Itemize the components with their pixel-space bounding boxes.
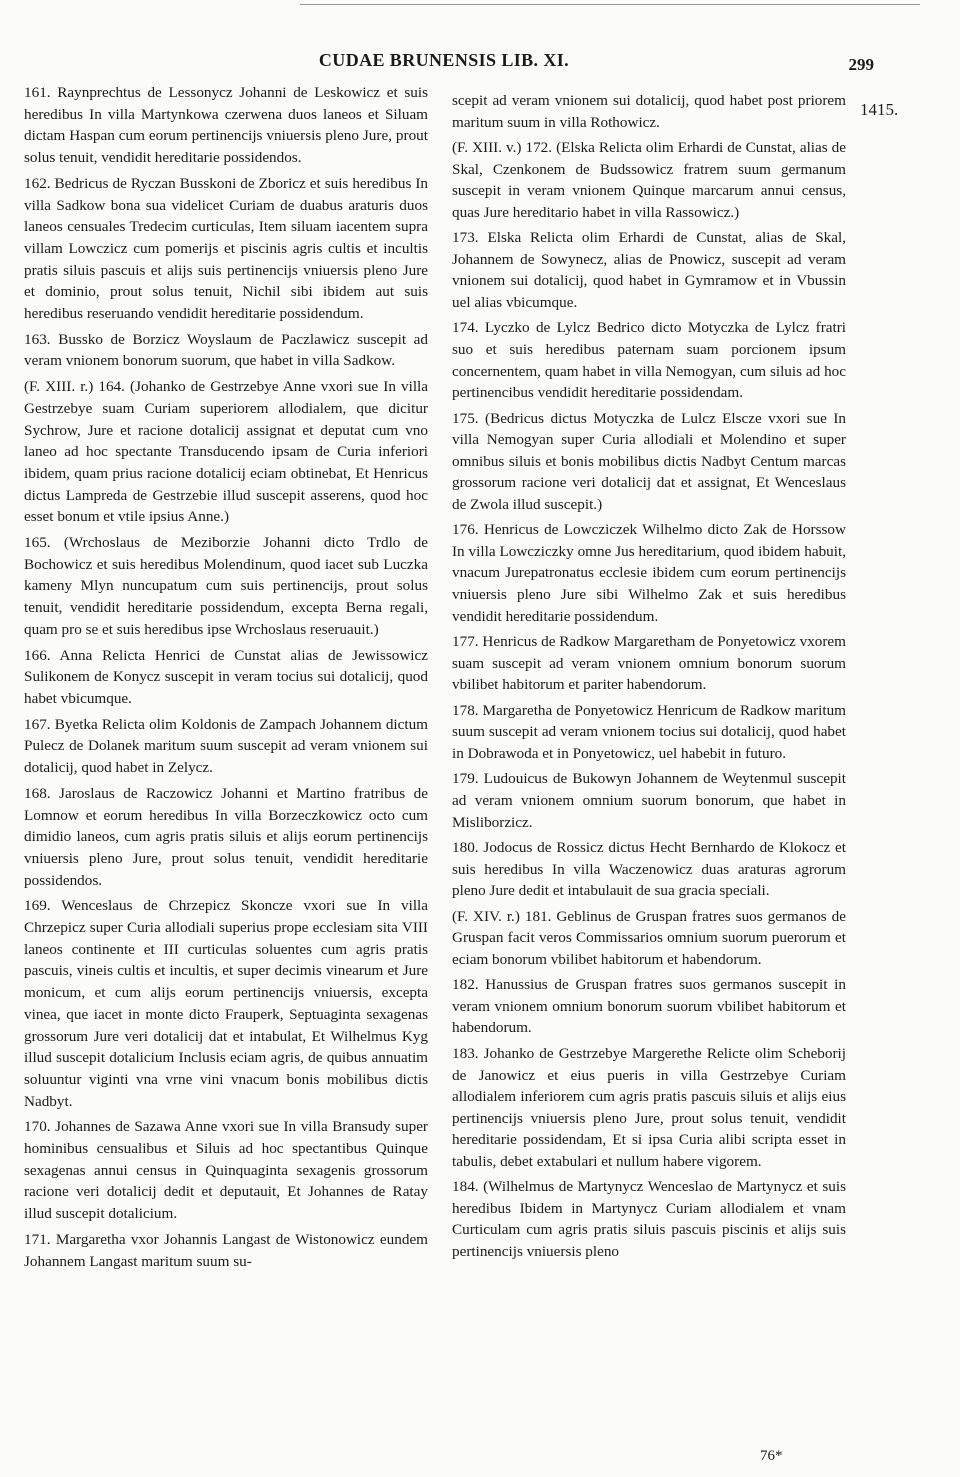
page-header xyxy=(26,50,874,74)
entry-169: 169. Wenceslaus de Chrzepicz Skoncze vxori sue In villa Chrzepicz super Curia allodiali superius prope ecclesiam sita VIII laneos continente et III curticulas soluentes cum agris pratis pascuis, vineis cultis et incultis, et super decimis vinearum et Jure monicum, et cum alijs eorum pertinencijs vniuersis, excepta vinea, que iacet in monte dicto Frauperk, Septuaginta sexagenas grossorum Jure veri dotalicij dat et intabulat, Et Wilhelmus Kyg illud suscepit dotalicium Inclusis eciam agris, de quibus annuatim soluuntur viginti vna vrne vini vnacum bonis mobilibus dictis Nadbyt. xyxy=(24,897,428,1110)
margin-year: 1415. xyxy=(860,100,899,119)
entry-184: 184. (Wilhelmus de Martynycz Wenceslao de Martynycz et suis heredibus Ibidem in Martynycz Curiam allodialem et vnam Curticulam cum agris pratis siluis pascuis piscinis et alijs suis pertinencijs vniuersis pleno xyxy=(452,1178,846,1260)
signature-mark: 76* xyxy=(760,1448,783,1464)
entry-178: 178. Margaretha de Ponyetowicz Henricum de Radkow maritum suum suscepit ad veram vnionem tocius sui dotalicij, quod habet in Dobrawoda et in Ponyetowicz, uel habebit in futuro. xyxy=(452,701,846,762)
entry-166: 166. Anna Relicta Henrici de Cunstat alias de Jewissowicz Sulikonem de Konycz suscepit in veram tocius sui dotalicij, quod habet vbicumque. xyxy=(24,646,428,707)
entry-177: 177. Henricus de Radkow Margaretham de Ponyetowicz vxorem suam suscepit ad veram vnionem omnium bonorum suorum vbilibet habitorum et pariter habendorum. xyxy=(452,633,846,694)
entry-161: 161. Raynprechtus de Lessonycz Johanni de Leskowicz et suis heredibus In villa Martynkowa czerwena duos laneos et Siluam dictam Haspan cum eorum pertinencijs vniuersis pleno Jure, prout solus tenuit, vendidit hereditarie possidendos. xyxy=(24,84,428,167)
entry-181: (F. XIV. r.) 181. Geblinus de Gruspan fratres suos germanos de Gruspan facit veros Commissarios omnium suorum puerorum et eciam bonorum vbilibet habitorum et habendorum. xyxy=(452,907,846,968)
entry-170: 170. Johannes de Sazawa Anne vxori sue In villa Bransudy super hominibus censualibus et Siluis ad hoc spectantibus Quinque sexagenas annui census in Quinquaginta sexagenis grossorum racione veri dotalicij dedit et deputauit, Et Johannes de Ratay illud suscepit dotalicium. xyxy=(24,1118,428,1223)
entry-174: 174. Lyczko de Lylcz Bedrico dicto Motyczka de Lylcz fratri suo et suis heredibus paternam suam porcionem ipsum concernentem, quam habet in villa Nemogyan, cum siluis ad hoc pertinencibus vendidit hereditarie possidendam. xyxy=(452,319,846,402)
entry-165: 165. (Wrchoslaus de Meziborzie Johanni dicto Trdlo de Bochowicz et suis heredibus Molendinum, quod iacet sub Luczka kameny Mlyn nuncupatum cum suis pertinencijs, prout solus tenuit, vendidit hereditarie possidendum, excepta Berna regali, quam pro se et suis heredibus ipse Wrchoslaus reseruauit.) xyxy=(24,534,428,638)
entry-172: (F. XIII. v.) 172. (Elska Relicta olim Erhardi de Cunstat, alias de Skal, Czenkonem de Budssowicz fratrem suum germanum suscepit in veram vnionem Quinque marcarum annui census, quas Jure hereditario habet in villa Rassowicz.) xyxy=(452,139,846,221)
page-number: 299 xyxy=(848,55,874,74)
page-top-rule xyxy=(300,4,920,5)
entry-164: (F. XIII. r.) 164. (Johanko de Gestrzebye Anne vxori sue In villa Gestrzebye suam Curiam superiorem allodialem, que dicitur Sychrow, Jure et racione dotalicij assignat et deputat cum vno laneo ad hoc spectante Transducendo ipsam de Curia inferiori ibidem, quam prius racione dotalicij eciam obtinebat, Et Henricus dictus Lampreda de Gestrzebie illud suscepit asserens, quod hoc esset bonum et vtile ipsius Anne.) xyxy=(24,378,428,526)
entry-171: 171. Margaretha vxor Johannis Langast de Wistonowicz eundem Johannem Langast maritum suum su- xyxy=(24,1230,428,1270)
entry-180: 180. Jodocus de Rossicz dictus Hecht Bernhardo de Klokocz et suis heredibus In villa Waczenowicz duas araturas agrorum pleno Jure dedit et intabulauit de sua gracia speciali. xyxy=(452,839,846,900)
entry-168: 168. Jaroslaus de Raczowicz Johanni et Martino fratribus de Lomnow et eorum heredibus In villa Borzeczkowicz octo cum dimidio laneos, cum agris pratis siluis et alijs eorum pertinencijs vniuersis pleno Jure, prout solus tenuit, vendidit hereditarie possidendos. xyxy=(24,784,428,889)
entry-182: 182. Hanussius de Gruspan fratres suos germanos suscepit in veram vnionem omnium bonorum suorum vbilibet habitorum et habendorum. xyxy=(452,976,846,1037)
entry-179: 179. Ludouicus de Bukowyn Johannem de Weytenmul suscepit ad veram vnionem omnium suorum bonorum, que habet in Misliborzicz. xyxy=(452,770,846,831)
left-column xyxy=(24,82,428,1276)
entry-171-continued: scepit ad veram vnionem sui dotalicij, quod habet post priorem maritum suum in villa Rothowicz. xyxy=(452,92,846,131)
entry-175: 175. (Bedricus dictus Motyczka de Lulcz Elscze vxori sue In villa Nemogyan super Curia allodiali et Molendino et super omnibus siluis et bonis mobilibus dictis Nadbyt Centum marcas grossorum racione veri dotalicij dat et assignat, Et Wenceslaus de Zwola illud suscepit.) xyxy=(452,409,846,513)
entry-167: 167. Byetka Relicta olim Koldonis de Zampach Johannem dictum Pulecz de Dolanek maritum suum suscepit ad veram vnionem sui dotalicij, quod habet in Zelycz. xyxy=(24,715,428,777)
entry-183: 183. Johanko de Gestrzebye Margerethe Relicte olim Scheborij de Janowicz et eius pueris in villa Gestrzebye Curiam allodialem inferiorem cum agris pratis pascuis siluis et alijs eius pertinencijs vniuersis pleno Jure, prout solus tenuit, vendidit hereditarie possidendam, Et si ipsa Curia alibi scripta esset in tabulis, debet extabulari et nullum habere vigorem. xyxy=(452,1044,846,1170)
entry-163: 163. Bussko de Borzicz Woyslaum de Paczlawicz suscepit ad veram vnionem bonorum suorum, que habet in villa Sadkow. xyxy=(24,330,428,370)
entry-173: 173. Elska Relicta olim Erhardi de Cunstat, alias de Skal, Johannem de Sowynecz, alias de Pnowicz, suscepit ad veram vnionem sui dotalicij, quod habet in Gymramow et in Vbussin uel alias vbicumque. xyxy=(452,229,846,311)
running-head-title: CUDAE BRUNENSIS LIB. XI. xyxy=(318,50,570,70)
entry-162: 162. Bedricus de Ryczan Busskoni de Zboricz et suis heredibus In villa Sadkow bona sua videlicet Curiam de duabus araturis duos laneos censuales Tredecim curticulas, Item siluam iacentem supra villam Lowczicz cum pomerijs et piscinis agris cultis et incultis pratis siluis pascuis et alijs suis pertinencijs vniuersis pleno Jure et dominio, prout solus tenuit, Nichil sibi ibidem aut suis heredibus reseruando vendidit hereditarie possidendum. xyxy=(24,174,428,323)
entry-176: 176. Henricus de Lowcziczek Wilhelmo dicto Zak de Horssow In villa Lowcziczky omne Jus hereditarium, quod ibidem habuit, vnacum Jurepatronatus ecclesie ibidem cum eorum pertinencijs vniuersis pleno Jure sibi Wilhelmo Zak et suis heredibus vendidit hereditarie possidendum. xyxy=(452,521,846,625)
right-column xyxy=(452,90,846,1266)
